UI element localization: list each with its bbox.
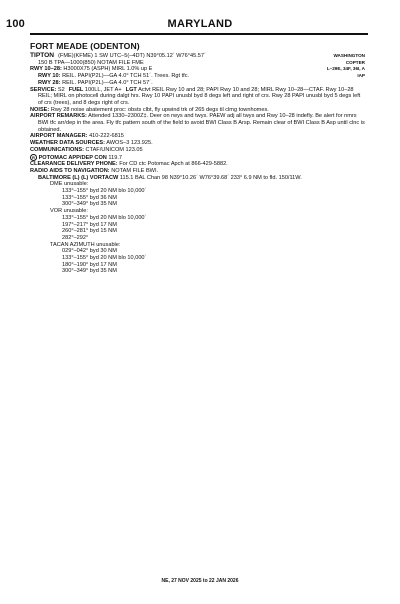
runway-end-text: REIL. PAPI(P2L)—GA 4.0° TCH 57´.: [62, 79, 153, 86]
unusable-item: 300°–349° byd 35 NM: [62, 268, 117, 275]
radar-r-badge-icon: R: [30, 154, 37, 161]
noise-section: [30, 107, 365, 114]
airport-line-1: [30, 53, 365, 60]
runway-end-text: REIL. PAPI(P2L)—GA 4.0° TCH 51´. Trees. Rgt tfc.: [62, 73, 190, 80]
weather-section: [30, 140, 365, 147]
header-rule: [30, 33, 368, 35]
remarks-label: AIRPORT REMARKS:: [30, 113, 87, 120]
weather-label: WEATHER DATA SOURCES:: [30, 140, 105, 147]
manager-phone: 410-222-6815: [89, 133, 124, 140]
chart-label-enroute: L–29E, 34F, 36I, A: [326, 66, 365, 72]
vortac-name: BALTIMORE (L) (L) VORTACW: [38, 174, 119, 181]
clearance-section: [30, 161, 365, 168]
unusable-item: 133°–155° byd 36 NM: [62, 194, 117, 201]
effective-dates-footer: NE, 27 NOV 2025 to 22 JAN 2026: [161, 578, 239, 584]
vor-unusable-heading: VOR unusable:: [50, 208, 88, 215]
remarks-section: [30, 113, 365, 133]
runway-desc: H3000X75 (ASPH) MIRL 1.0% up E: [63, 66, 153, 73]
page-number: 100: [6, 18, 25, 30]
airport-entry: [30, 53, 365, 275]
chart-label-copter: COPTER: [345, 59, 365, 65]
unusable-item: 133°–155° byd 20 NM blo 10,000´: [62, 255, 147, 262]
comms-text: CTAF/UNICOM 123.05: [85, 146, 143, 153]
manager-section: [30, 133, 365, 140]
radio-label: RADIO AIDS TO NAVIGATION:: [30, 167, 110, 174]
vortac-line: [30, 175, 365, 182]
unusable-item: 029°–042° byd 30 NM: [62, 248, 117, 255]
state-title: MARYLAND: [167, 18, 233, 30]
airport-identifiers: (FME)(KFME) 1 SW UTC–5(–4DT) N39°05.12´ W76°45.57´: [58, 53, 206, 59]
service-label: SERVICE:: [30, 86, 57, 93]
airport-line-2: 150 B TPA—1000(850) NOTAM FILE FME: [38, 59, 144, 66]
tacan-unusable-heading: TACAN AZIMUTH unusable:: [50, 241, 121, 248]
runway-end-label: RWY 10:: [38, 73, 61, 80]
fuel-text: 100LL, JET A+: [84, 86, 122, 93]
service-section: [30, 87, 365, 107]
lgt-text: Actvt REIL Rwy 10 and 28; PAPI Rwy 10 and 28; MIRL Rwy 10–28—CTAF. Rwy 10–28 REIL; MIRL on photocell during dalgt hrs. Rwy 10 PAPI unusbl byd 8 degs left and right of crs. Rwy 28 PAPI unusbl byd 5 degs left of crs (trees), and 8 degs right of crs.: [38, 86, 361, 106]
lgt-label: LGT: [125, 86, 137, 93]
noise-label: NOISE:: [30, 106, 50, 113]
vortac-text: 115.1 BAL Chan 98 N39°10.26´ W76°39.68´ 233° 6.9 NM to fld. 150/11W.: [119, 174, 302, 181]
remarks-text: Attended 1330–2300Z‡. Deer on rwys and twys. PAEW adj all twys and Rwy 10–28 indefly. Be alert for nmrs BWI tfc arr/dep in the area. Fly tfc pattern south of the field to avoid BWI Class B Arsp. Remain clear of BWI Class B Asp until clnc is obtained.: [38, 113, 365, 133]
potomac-label: POTOMAC APP/DEP CON: [38, 154, 107, 161]
noise-text: Rwy 28 noise abatement proc: obsts clbt, fly upwind trk of 265 degs til clmg townhomes.: [50, 106, 269, 113]
potomac-freq: 119.7: [108, 154, 122, 161]
city-heading: FORT MEADE (ODENTON): [30, 41, 140, 51]
unusable-item: 133°–155° byd 20 NM blo 10,000´: [62, 188, 147, 195]
unusable-item: 282°–292°: [62, 234, 89, 241]
runway-line: [30, 66, 365, 73]
fuel-label: FUEL: [68, 86, 84, 93]
unusable-item: 133°–155° byd 20 NM blo 10,000´: [62, 214, 147, 221]
chart-label-iap: IAP: [357, 73, 365, 79]
radio-section: [30, 168, 365, 175]
dme-unusable-heading: DME unusable:: [50, 181, 89, 188]
comms-label: COMMUNICATIONS:: [30, 146, 84, 153]
runway-end-label: RWY 28:: [38, 79, 61, 86]
comms-section: [30, 147, 365, 154]
service-s2: S2: [57, 86, 65, 93]
unusable-item: 197°–217° byd 17 NM: [62, 221, 117, 228]
unusable-item: 300°–349° byd 35 NM: [62, 201, 117, 208]
manager-label: AIRPORT MANAGER:: [30, 133, 88, 140]
radio-text: NOTAM FILE BWI.: [111, 167, 159, 174]
unusable-item: 180°–190° byd 17 NM: [62, 261, 117, 268]
weather-text: AWOS–3 123.925.: [106, 140, 153, 147]
clearance-label: CLEARANCE DELIVERY PHONE:: [30, 161, 118, 168]
clearance-text: For CD ctc Potomac Apch at 866-429-5882.: [119, 161, 228, 168]
chart-label-washington: WASHINGTON: [333, 53, 365, 58]
airport-name: TIPTON: [30, 52, 55, 59]
potomac-section: [30, 154, 365, 162]
unusable-item: 260°–281° byd 15 NM: [62, 228, 117, 235]
runway-end-10: [30, 73, 365, 80]
runway-heading: RWY 10–28:: [30, 66, 62, 73]
runway-end-28: [30, 80, 365, 87]
